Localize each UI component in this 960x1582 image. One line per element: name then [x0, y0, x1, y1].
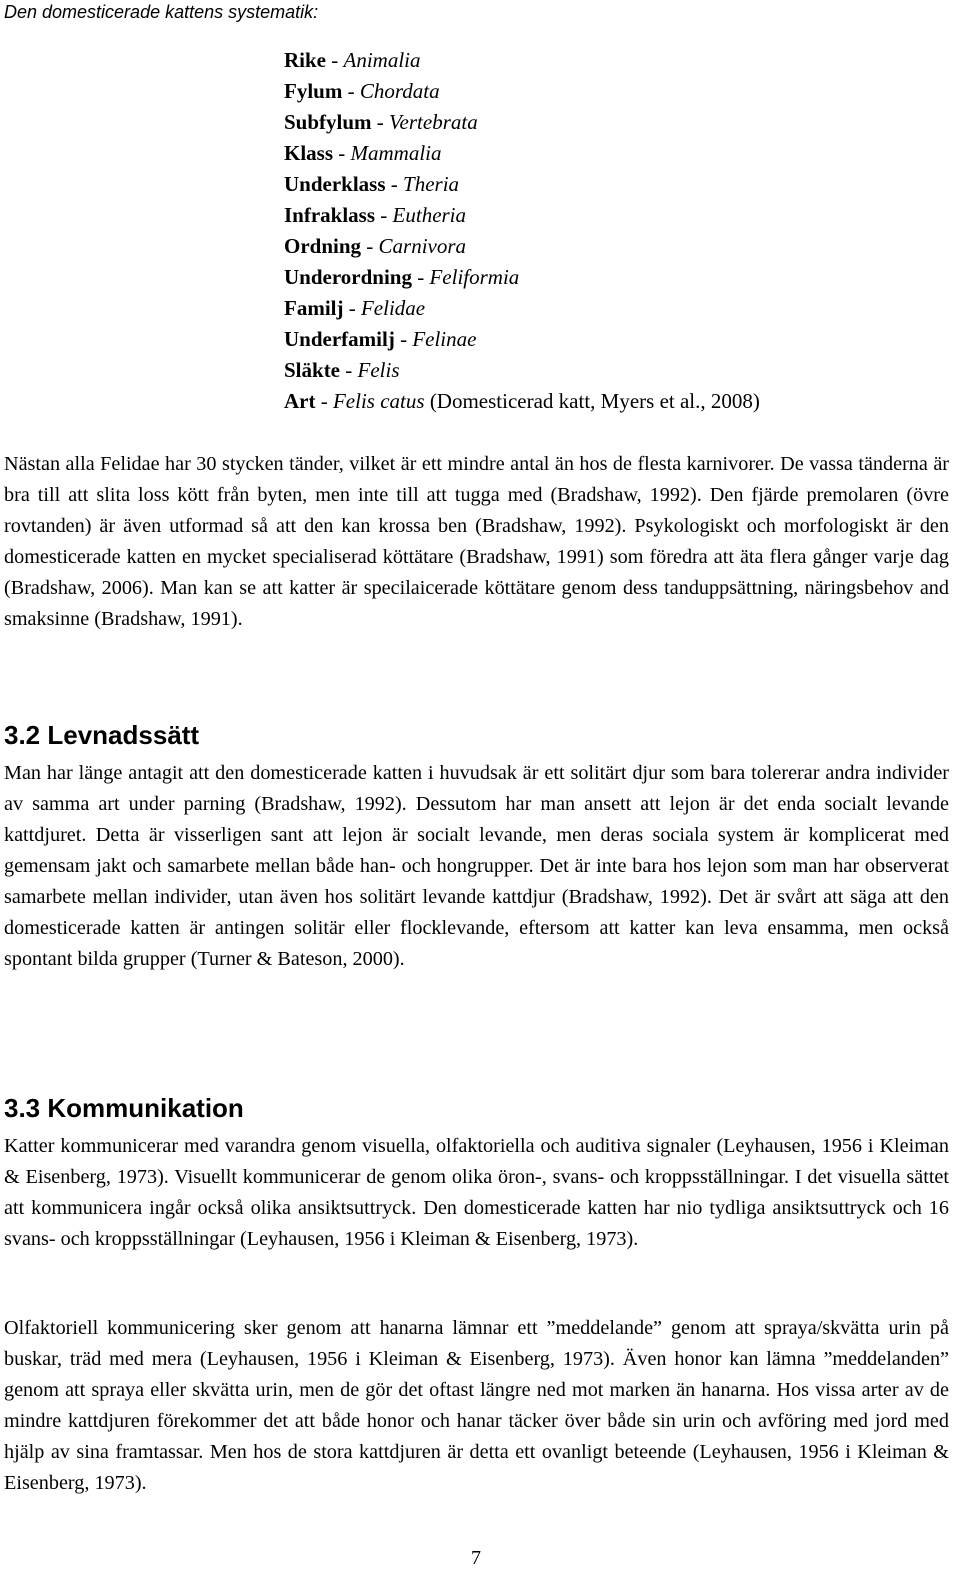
taxonomy-rank: Subfylum [284, 110, 372, 134]
taxonomy-separator: - [394, 327, 413, 351]
taxonomy-rank: Underfamilj [284, 327, 395, 351]
taxonomy-row [284, 107, 760, 138]
taxonomy-name: Vertebrata [389, 110, 478, 134]
taxonomy-row [284, 293, 760, 324]
taxonomy-name: Theria [403, 172, 460, 196]
taxonomy-row [284, 200, 760, 231]
taxonomy-separator: - [342, 79, 360, 103]
taxonomy-row [284, 45, 760, 76]
taxonomy-row [284, 324, 760, 355]
taxonomy-row [284, 138, 760, 169]
paragraph-levnadssatt: Man har länge antagit att den domesticerade katten i huvudsak är ett solitärt djur som bara tolererar andra individer av samma art under parning (Bradshaw, 1992). Dessutom har man ansett att lejon är det enda socialt levande kattdjuret. Detta är visserligen sant att lejon är socialt levande, men deras sociala system är komplicerat med gemensam jakt och samarbete mellan både han- och hongrupper. Det är inte bara hos lejon som man har observerat samarbete mellan individer, utan även hos solitärt levande kattdjur (Bradshaw, 1992). Det är svårt att säga att den domesticerade katten är antingen solitär eller flocklevande, eftersom att katter kan leva ensamma, men också spontant bilda grupper (Turner & Bateson, 2000). [4, 762, 949, 970]
paragraph-kommunikation-visual: Katter kommunicerar med varandra genom visuella, olfaktoriella och auditiva signaler (Leyhausen, 1956 i Kleiman & Eisenberg, 1973). Visuellt kommunicerar de genom olika öron-, svans- och kroppsställningar. I det visuella sättet att kommunicera ingår också olika ansiktsuttryck. Den domesticerade katten har nio tydliga ansiktsuttryck och 16 svans- och kroppsställningar (Leyhausen, 1956 i Kleiman & Eisenberg, 1973). [4, 1135, 949, 1250]
taxonomy-rank: Art [284, 389, 316, 413]
taxonomy-name: Chordata [359, 79, 440, 103]
taxonomy-name: Felidae [360, 296, 426, 320]
taxonomy-separator: - [385, 172, 404, 196]
taxonomy-name: Eutheria [392, 203, 467, 227]
page-number: 7 [471, 1547, 481, 1569]
taxonomy-row [284, 355, 760, 386]
taxonomy-rank: Underklass [284, 172, 386, 196]
taxonomy-rank: Släkte [284, 358, 341, 382]
section-heading-levnadssatt: 3.2 Levnadssätt [4, 720, 200, 750]
taxonomy-row [284, 231, 760, 262]
taxonomy-note: (Domesticerad katt, Myers et al., 2008) [424, 389, 760, 413]
taxonomy-separator: - [343, 296, 361, 320]
taxonomy-name: Mammalia [350, 141, 442, 165]
taxonomy-separator: - [326, 48, 344, 72]
section-heading-kommunikation: 3.3 Kommunikation [4, 1093, 244, 1123]
taxonomy-rank: Rike [284, 48, 326, 72]
taxonomy-name: Carnivora [378, 234, 467, 258]
taxonomy-separator: - [361, 234, 379, 258]
taxonomy-separator: - [371, 110, 390, 134]
paragraph-teeth: Nästan alla Felidae har 30 stycken tänder, vilket är ett mindre antal än hos de flesta karnivorer. De vassa tänderna är bra till att slita loss kött från byten, men inte till att tugga med (Bradshaw, 1992). Den fjärde premolaren (övre rovtanden) är även utformad så att den kan krossa ben (Bradshaw, 1992). Psykologiskt och morfologiskt är den domesticerade katten en mycket specialiserad köttätare (Bradshaw, 1991) som föredra att äta flera gånger varje dag (Bradshaw, 2006). Man kan se att katter är specilaicerade köttätare genom dess tanduppsättning, näringsbehov and smaksinne (Bradshaw, 1991). [4, 453, 949, 630]
taxonomy-list [284, 45, 760, 417]
taxonomy-separator: - [411, 265, 430, 289]
taxonomy-name: Feliformia [429, 265, 520, 289]
taxonomy-separator: - [333, 141, 351, 165]
taxonomy-row [284, 386, 760, 417]
taxonomy-caption: Den domesticerade kattens systematik: [4, 2, 319, 22]
taxonomy-name: Animalia [343, 48, 421, 72]
taxonomy-name: Felis [357, 358, 400, 382]
taxonomy-rank: Underordning [284, 265, 412, 289]
taxonomy-row [284, 262, 760, 293]
paragraph-kommunikation-olfactory: Olfaktoriell kommunicering sker genom att hanarna lämnar ett ”meddelande” genom att spraya/skvätta urin på buskar, träd med mera (Leyhausen, 1956 i Kleiman & Eisenberg, 1973). Även honor kan lämna ”meddelanden” genom att spraya eller skvätta urin, men de gör det oftast längre ned mot marken än hanarna. Hos vissa arter av de mindre kattdjuren förekommer det att både honor och hanar täcker över både sin urin och avföring med jord med hjälp av sina framtassar. Men hos de stora kattdjuren är detta ett ovanligt beteende (Leyhausen, 1956 i Kleiman & Eisenberg, 1973). [4, 1317, 949, 1494]
taxonomy-rank: Infraklass [284, 203, 376, 227]
taxonomy-row [284, 76, 760, 107]
taxonomy-row [284, 169, 760, 200]
taxonomy-separator: - [340, 358, 358, 382]
taxonomy-separator: - [375, 203, 393, 227]
taxonomy-separator: - [315, 389, 333, 413]
taxonomy-name: Felis catus [332, 389, 425, 413]
taxonomy-name: Felinae [412, 327, 477, 351]
taxonomy-rank: Familj [284, 296, 344, 320]
taxonomy-rank: Klass [284, 141, 334, 165]
taxonomy-rank: Fylum [284, 79, 343, 103]
taxonomy-rank: Ordning [284, 234, 362, 258]
